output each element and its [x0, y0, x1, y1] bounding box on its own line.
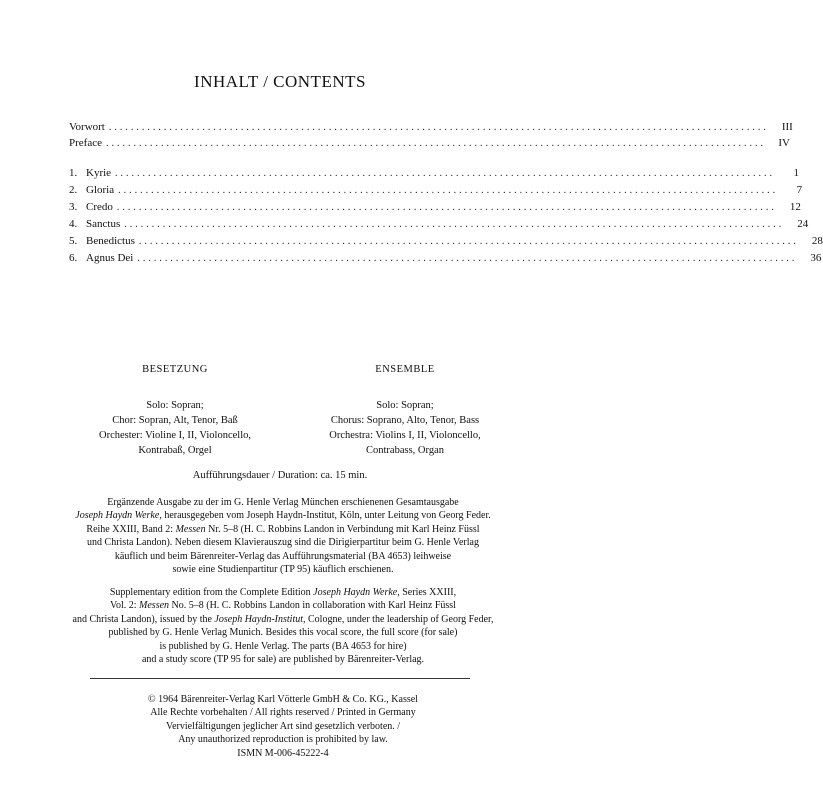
note-text: , Cologne, under the leadership of Georg Feder,: [303, 613, 494, 625]
toc-page: IV: [778, 137, 790, 149]
besetzung-line: Solo: Sopran;: [146, 400, 204, 411]
toc-entry-vorwort: [69, 121, 793, 137]
isbn-line: ISMN M-006-45222-4: [237, 747, 329, 759]
toc-label: Preface: [69, 137, 102, 149]
ensemble-line: Solo: Sopran;: [376, 400, 434, 411]
toc-entry-credo: [69, 201, 801, 217]
toc-label: Kyrie: [86, 167, 112, 179]
toc-page: 12: [789, 201, 801, 213]
note-line: [68, 523, 498, 536]
note-italic: Joseph Haydn-Institut: [214, 613, 304, 625]
besetzung-heading: BESETZUNG: [142, 364, 208, 375]
besetzung-line: Orchester: Violine I, II, Violoncello,: [98, 430, 252, 441]
note-line: und Christa Landon). Neben diesem Klavierauszug sind die Dirigierpartitur beim G. Henle Verlag: [87, 537, 479, 549]
page-title: INHALT / CONTENTS: [194, 72, 366, 91]
toc-label: Gloria: [86, 184, 115, 196]
note-text: Nr. 5–8 (H. C. Robbins Landon in Verbindung mit Karl Heinz Füssl: [205, 523, 480, 535]
note-line: published by G. Henle Verlag Munich. Besides this vocal score, the full score (for sale): [108, 627, 458, 639]
toc-label: Credo: [86, 201, 113, 213]
toc-number: 1.: [69, 167, 78, 179]
besetzung-line: Kontrabaß, Orgel: [138, 445, 212, 456]
note-line: and a study score (TP 95 for sale) are published by Bärenreiter-Verlag.: [141, 654, 425, 666]
toc-label: Vorwort: [69, 121, 105, 133]
toc-number: 6.: [69, 252, 78, 264]
note-line: [68, 599, 498, 612]
duration-text: Aufführungsdauer / Duration: ca. 15 min.: [192, 470, 368, 481]
note-text: , Series XXIII,: [397, 587, 457, 598]
note-line: [68, 586, 498, 599]
note-line: käuflich und beim Bärenreiter-Verlag das Aufführungsmaterial (BA 4653) leihweise: [114, 550, 452, 562]
ensemble-line: Contrabass, Organ: [366, 445, 444, 456]
note-text: Vol. 2:: [110, 600, 140, 612]
toc-number: 4.: [69, 218, 78, 230]
toc-entry-preface: [69, 137, 790, 153]
toc-number: 3.: [69, 201, 78, 213]
ensemble-line: Chorus: Soprano, Alto, Tenor, Bass: [330, 415, 480, 426]
toc-page: III: [781, 121, 793, 133]
toc-leader: ........................................................................................................................: [108, 122, 769, 133]
note-italic: Joseph Haydn Werke: [313, 587, 398, 598]
besetzung-column: [60, 362, 290, 458]
toc-leader: ........................................................................................................................: [124, 219, 785, 230]
note-line: Ergänzende Ausgabe zu der im G. Henle Verlag München erschienenen Gesamtausgabe: [107, 497, 459, 508]
note-text: No. 5–8 (H. C. Robbins Landon in collaboration with Karl Heinz Füssl: [169, 600, 456, 612]
note-text: and Christa Landon), issued by the: [72, 613, 215, 625]
divider-rule: [90, 678, 470, 679]
toc-leader: ........................................................................................................................: [115, 168, 776, 179]
toc-entry-gloria: [69, 184, 803, 200]
note-italic: Messen: [139, 600, 170, 612]
note-line: [68, 613, 498, 626]
toc-leader: ........................................................................................................................: [137, 253, 798, 264]
toc-page: 36: [810, 252, 822, 264]
toc-page: 1: [793, 167, 800, 179]
note-text: , herausgegeben vom Joseph Haydn-Institut, Köln, unter Leitung von Georg Feder.: [159, 510, 491, 522]
note-text: Supplementary edition from the Complete Edition: [109, 587, 314, 598]
toc-entry-benedictus: [69, 235, 823, 251]
toc-entry-sanctus: [69, 218, 809, 234]
besetzung-line: Chor: Sopran, Alt, Tenor, Baß: [112, 415, 238, 426]
note-line: is published by G. Henle Verlag. The parts (BA 4653 for hire): [159, 640, 407, 652]
ensemble-line: Orchestra: Violins I, II, Violoncello,: [329, 430, 481, 441]
toc-leader: ........................................................................................................................: [105, 138, 766, 149]
copyright-line: Alle Rechte vorbehalten / All rights reserved / Printed in Germany: [150, 707, 416, 719]
toc-page: 28: [811, 235, 823, 247]
toc-leader: ........................................................................................................................: [138, 236, 799, 247]
toc-label: Sanctus: [86, 218, 121, 230]
toc-page: 24: [797, 218, 809, 230]
toc-leader: ........................................................................................................................: [118, 185, 779, 196]
copyright-line: Vervielfältigungen jeglicher Art sind gesetzlich verboten. /: [165, 720, 401, 732]
note-line: [68, 509, 498, 522]
english-edition-note: [68, 586, 498, 666]
note-italic: Messen: [175, 523, 206, 535]
toc-entry-kyrie: [69, 167, 800, 183]
ensemble-column: [290, 362, 520, 458]
german-edition-note: [68, 496, 498, 576]
copyright-line: © 1964 Bärenreiter-Verlag Karl Vötterle GmbH & Co. KG., Kassel: [148, 694, 418, 705]
note-text: Reihe XXIII, Band 2:: [86, 523, 176, 535]
toc-number: 5.: [69, 235, 78, 247]
note-italic: Joseph Haydn Werke: [75, 510, 160, 522]
toc-label: Agnus Dei: [86, 252, 134, 264]
toc-number: 2.: [69, 184, 78, 196]
note-line: sowie eine Studienpartitur (TP 95) käuflich erschienen.: [172, 564, 394, 576]
toc-leader: ........................................................................................................................: [116, 202, 777, 213]
copyright-block: [68, 693, 498, 760]
toc-entry-agnus-dei: [69, 252, 822, 268]
toc-page: 7: [796, 184, 803, 196]
toc-label: Benedictus: [86, 235, 135, 247]
ensemble-heading: ENSEMBLE: [375, 364, 435, 375]
copyright-line: Any unauthorized reproduction is prohibited by law.: [178, 734, 388, 746]
